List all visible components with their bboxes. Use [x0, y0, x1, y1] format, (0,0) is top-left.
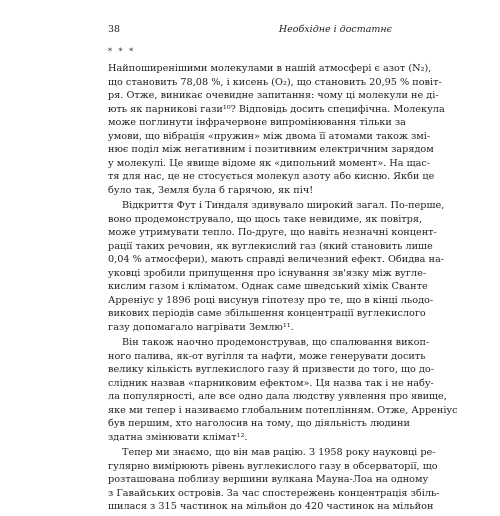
text-line: викових періодів саме збільшення концентрації вуглекислого	[108, 308, 426, 319]
text-line: умови, що вібрація «пружин» між двома її атомами також змі-	[108, 130, 431, 142]
text-line: шилася з 315 частинок на мільйон до 420 частинок на мільйон	[108, 501, 434, 512]
text-line: воно продемонструвало, що щось таке невидиме, як повітря,	[108, 213, 423, 225]
text-line: здатна змінювати клімат¹².	[108, 431, 248, 443]
text-line: гулярно вимірюють рівень вуглекислого газу в обсерваторії, що	[108, 460, 438, 472]
text-line: Тепер ми знаємо, що він мав рацію. З 1958 року науковці ре-	[122, 447, 436, 458]
text-line: слідник назвав «парниковим ефектом». Ця назва так і не набу-	[108, 377, 434, 389]
text-line: ря. Отже, виникає очевидне запитання: чому ці молекули не ді-	[108, 90, 439, 101]
paragraph	[108, 446, 440, 514]
text-line: був першим, хто наголосив на тому, що діяльність людини	[108, 418, 410, 429]
text-line: рації таких речовин, як вуглекислий газ (який становить лише	[108, 240, 433, 252]
text-line: ного палива, як-от вугілля та нафти, може генерувати досить	[108, 350, 426, 362]
text-line: ють як парникові гази¹⁰? Відповідь досить специфічна. Молекула	[108, 103, 445, 115]
text-line: може поглинути інфрачервоне випромінювання тільки за	[108, 117, 406, 128]
text-line: Найпоширенішими молекулами в нашій атмосфері є азот (N₂),	[108, 63, 432, 74]
paragraph	[108, 62, 445, 197]
text-line: ла популярності, але все одно дала людству уявлення про явище,	[108, 391, 447, 402]
paragraph	[108, 199, 445, 334]
text-line: тя для нас, це не стосується молекул азоту або кисню. Якби це	[108, 171, 435, 182]
paragraph	[108, 336, 458, 444]
page-header	[108, 24, 392, 38]
text-line: кислим газом і кліматом. Однак саме шведський хімік Сванте	[108, 281, 428, 292]
text-line: 0,04 % атмосфери), мають справді величезний ефект. Обидва на-	[108, 254, 444, 265]
text-line: яке ми тепер і називаємо глобальним потеплінням. Отже, Арреніус	[108, 404, 458, 416]
page-number: 38	[108, 24, 121, 35]
text-line: що становить 78,08 %, і кисень (O₂), що становить 20,95 % повіт-	[108, 76, 442, 88]
text-line: Він також наочно продемонстрував, що спалювання викоп-	[122, 337, 430, 348]
text-line: газу допомагало нагрівати Землю¹¹.	[108, 321, 294, 333]
text-line: може утримувати тепло. По-друге, що навіть незначні концент-	[108, 227, 437, 238]
text-line: Арреніус у 1896 році висунув гіпотезу про те, що в кінці льодо-	[108, 294, 434, 306]
text-line: велику кількість вуглекислого газу й призвести до того, що до-	[108, 364, 435, 375]
body-text	[108, 62, 458, 516]
text-line: уковці зробили припущення про існування зв'язку між вугле-	[108, 267, 427, 279]
text-line: нює поділ між негативним і позитивним електричним зарядом	[108, 144, 434, 155]
text-line: розташована поблизу вершини вулкана Мауна-Лоа на одному	[108, 474, 429, 485]
text-line: з Гавайських островів. За час спостережень концентрація збіль-	[108, 487, 440, 499]
text-line: Відкриття Фут і Тиндаля здивувало широкий загал. По-перше,	[122, 200, 445, 211]
section-separator: * * *	[108, 47, 136, 56]
text-line: у молекулі. Це явище відоме як «дипольний момент». На щас-	[108, 157, 431, 169]
running-title: Необхідне і достатнє	[278, 24, 392, 35]
text-line: було так, Земля була б гарячою, як піч!	[108, 184, 314, 196]
